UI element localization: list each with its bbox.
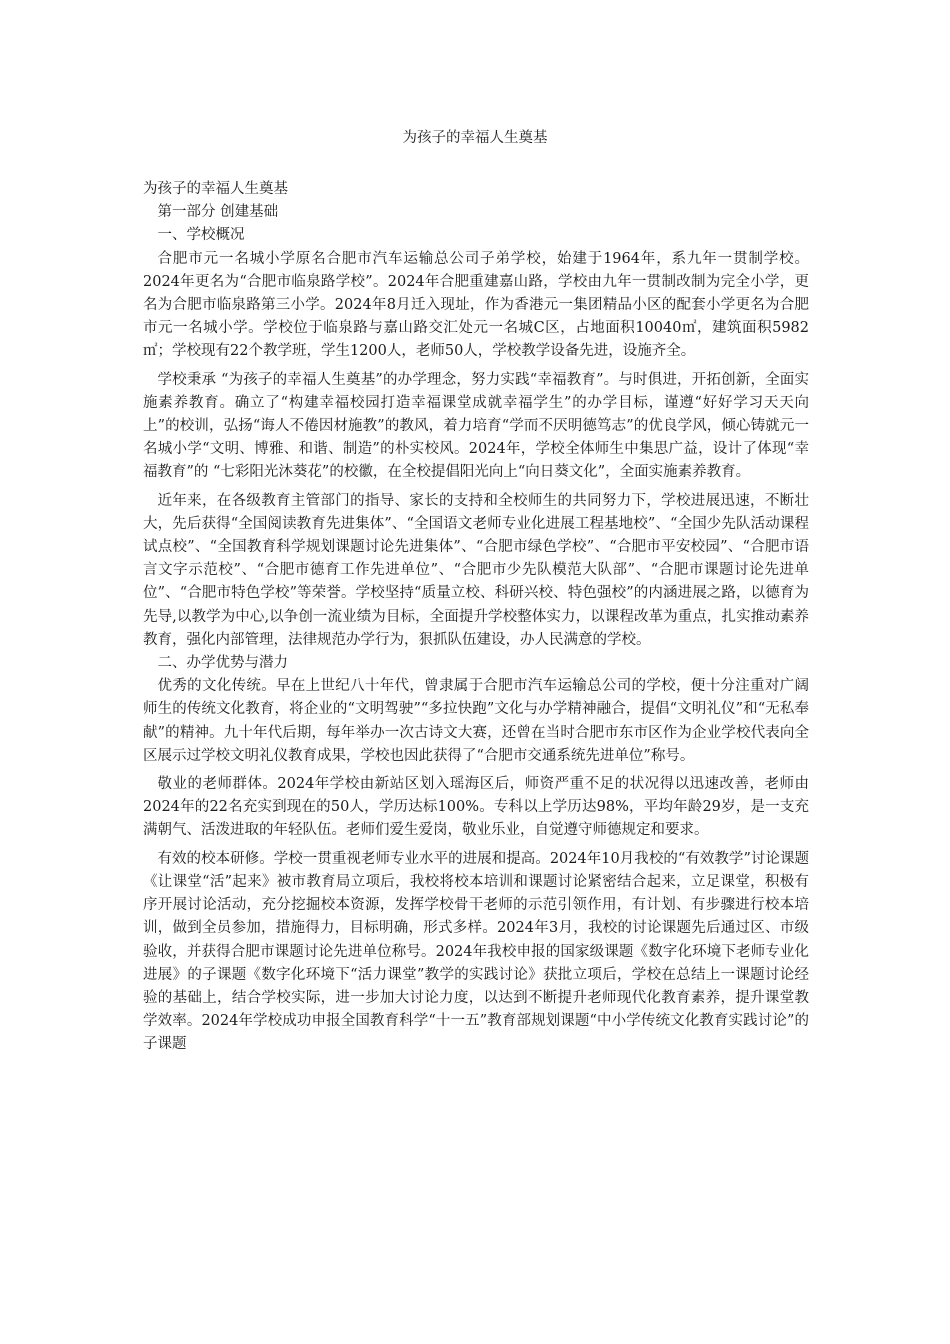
document-title: 为孩子的幸福人生奠基 [402,130,548,146]
section-heading-overview: 一、学校概况 [157,227,245,244]
paragraph-cultural-tradition: 优秀的文化传统。早在上世纪八十年代，曾隶属于合肥市汽车运输总公司的学校，便十分注重对广阔师生的传统文化教育，将企业的“文明驾驶”“多拉快跑”文化与办学精神融合，提倡“文明礼仪”和“无私奉献”的精神。九十年代后期，每年举办一次古诗文大赛，还曾在当时合肥市东市区作为企业学校代表向全区展示过学校文明礼仪教育成果，学校也因此获得了“合肥市交通系统先进单位”称号。 [143,678,809,764]
document-body [143,178,809,1057]
body-title: 为孩子的幸福人生奠基 [143,181,288,197]
paragraph-school-overview: 合肥市元一名城小学原名合肥市汽车运输总公司子弟学校，始建于1964年，系九年一贯制学校。2024年更名为“合肥市临泉路学校”。2024年合肥重建嘉山路，学校由九年一贯制改制为完全小学，更名为合肥市临泉路第三小学。2024年8月迁入现址，作为香港元一集团精品小区的配套小学更名为合肥市元一名城小学。学校位于临泉路与嘉山路交汇处元一名城C区，占地面积10040㎡，建筑面积5982㎡；学校现有22个教学班，学生1200人，老师50人，学校教学设备先进，设施齐全。 [143,250,809,360]
paragraph-school-philosophy: 学校秉承 “为孩子的幸福人生奠基”的办学理念，努力实践“幸福教育”。与时俱进，开拓创新，全面实施素养教育。确立了“构建幸福校园打造幸福课堂成就幸福学生”的办学目标，谨遵“好好学习天天向上”的校训，弘扬“诲人不倦因材施教”的教风，着力培育“学而不厌明德笃志”的优良学风，倾心铸就元一名城小学“文明、博雅、和谐、制造”的朴实校风。2024年，学校全体师生中集思广益，设计了体现“幸福教育”的 “七彩阳光沐葵花”的校徽，在全校提倡阳光向上“向日葵文化”，全面实施素养教育。 [143,371,809,481]
paragraph-school-research: 有效的校本研修。学校一贯重视老师专业水平的进展和提高。2024年10月我校的“有效教学”讨论课题《让课堂“活”起来》被市教育局立项后，我校将校本培训和课题讨论紧密结合起来，立足课堂，积极有序开展讨论活动，充分挖掘校本资源，发挥学校骨干老师的示范引领作用，有计划、有步骤进行校本培训，做到全员参加，措施得力，目标明确，形式多样。2024年3月，我校的讨论课题先后通过区、市级验收，并获得合肥市课题讨论先进单位称号。2024年我校申报的国家级课题《数字化环境下老师专业化进展》的子课题《数字化环境下“活力课堂”教学的实践讨论》获批立项后，学校在总结上一课题讨论经验的基础上，结合学校实际，进一步加大讨论力度，以达到不断提升老师现代化教育素养，提升课堂教学效率。2024年学校成功申报全国教育科学“十一五”教育部规划课题“中小学传统文化教育实践讨论”的子课题 [143,850,809,1053]
paragraph-school-honors: 近年来，在各级教育主管部门的指导、家长的支持和全校师生的共同努力下，学校进展迅速，不断壮大，先后获得“全国阅读教育先进集体”、“全国语文老师专业化进展工程基地校”、“全国少先队活动课程试点校”、“全国教育科学规划课题讨论先进集体”、“合肥市绿色学校”、“合肥市平安校园”、“合肥市语言文字示范校”、“合肥市德育工作先进单位”、“合肥市少先队模范大队部”、“合肥市课题讨论先进单位”、“合肥市特色学校”等荣誉。学校坚持“质量立校、科研兴校、特色强校”的内涵进展之路，以德育为先导,以教学为中心,以争创一流业绩为目标，全面提升学校整体实力，以课程改革为重点，扎实推动素养教育，强化内部管理，法律规范办学行为，狠抓队伍建设，办人民满意的学校。 [143,492,809,648]
paragraph-teacher-team: 敬业的老师群体。2024年学校由新站区划入瑶海区后，师资严重不足的状况得以迅速改善，老师由2024年的22名充实到现在的50人，学历达标100%。专科以上学历达98%，平均年龄29岁，是一支充满朝气、活泼进取的年轻队伍。老师们爱生爱岗，敬业乐业，自觉遵守师德规定和要求。 [143,776,809,839]
part-heading: 第一部分 创建基础 [157,204,279,221]
section-heading-advantages: 二、办学优势与潜力 [157,655,288,672]
